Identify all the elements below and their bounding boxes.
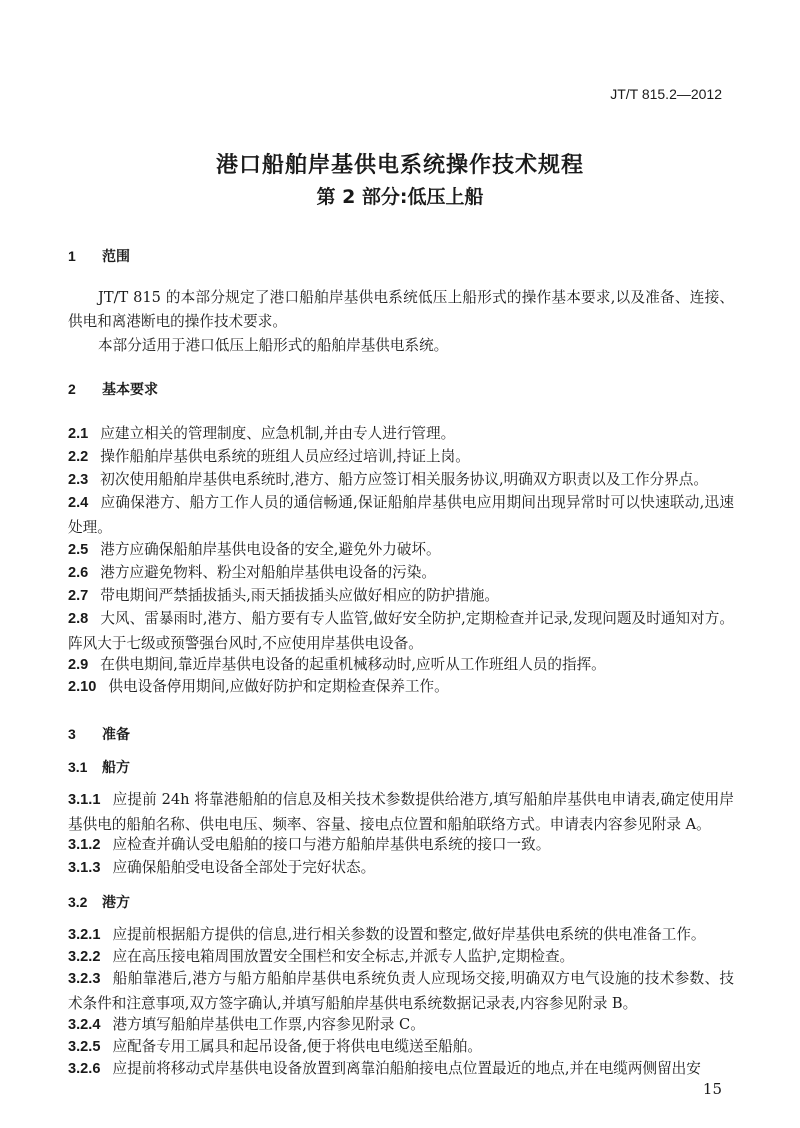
clause-3-2-6 — [68, 1057, 734, 1080]
document-title: 港口船舶岸基供电系统操作技术规程 — [215, 153, 584, 178]
clause-number: 2.7 — [68, 588, 89, 604]
section-title: 船方 — [102, 760, 130, 776]
clause-text: 船舶靠港后,港方与船方船舶岸基供电系统负责人应现场交接,明确双方电气设施的技术参数、技术条件和注意事项,双方签字确认,并填写船舶岸基供电系统数据记录表,内容参见附录 B。 — [68, 970, 734, 1012]
clause-text: 操作船舶岸基供电系统的班组人员应经过培训,持证上岗。 — [100, 448, 470, 465]
clause-text: 应提前根据船方提供的信息,进行相关参数的设置和整定,做好岸基供电系统的供电准备工作。 — [112, 926, 706, 943]
clause-3-2-3 — [68, 967, 734, 1015]
section-title: 准备 — [102, 727, 130, 743]
clause-2-5 — [68, 538, 734, 563]
section-3-2-heading — [68, 892, 130, 912]
clause-text: 初次使用船舶岸基供电系统时,港方、船方应签订相关服务协议,明确双方职责以及工作分界点。 — [100, 471, 708, 488]
document-subtitle: 第 2 部分:低压上船 — [316, 186, 484, 208]
clause-2-10 — [68, 675, 734, 700]
clause-number: 2.3 — [68, 472, 89, 488]
clause-number: 3.1.1 — [68, 792, 101, 808]
section-1-heading — [68, 246, 130, 266]
clause-3-2-2 — [68, 945, 734, 970]
section-title: 基本要求 — [102, 382, 158, 398]
section-title: 港方 — [102, 895, 130, 911]
section-3-1-heading — [68, 757, 130, 777]
clause-number: 2.1 — [68, 426, 89, 442]
clause-text: 应确保船舶受电设备全部处于完好状态。 — [112, 859, 376, 876]
clause-text: 应提前 24h 将靠港船舶的信息及相关技术参数提供给港方,填写船舶岸基供电申请表,确定使用岸基供电的船舶名称、供电电压、频率、容量、接电点位置和船舶联络方式。申请表内容参见附录 A。 — [68, 791, 734, 833]
clause-text: 供电设备停用期间,应做好防护和定期检查保养工作。 — [108, 678, 449, 695]
standard-number: JT/T 815.2—2012 — [610, 86, 722, 102]
section-number: 2 — [68, 381, 76, 397]
section-number: 3.2 — [68, 894, 88, 910]
clause-number: 2.6 — [68, 565, 89, 581]
clause-number: 2.9 — [68, 657, 89, 673]
clause-text: 应提前将移动式岸基供电设备放置到离靠泊船舶接电点位置最近的地点,并在电缆两侧留出安 — [112, 1060, 701, 1077]
clause-text: 应确保港方、船方工作人员的通信畅通,保证船舶岸基供电应用期间出现异常时可以快速联动,迅速处理。 — [68, 494, 734, 536]
clause-number: 2.10 — [68, 679, 97, 695]
scope-paragraph-2: 本部分适用于港口低压上船形式的船舶岸基供电系统。 — [98, 337, 449, 354]
clause-number: 3.2.2 — [68, 949, 101, 965]
clause-text: 港方填写船舶岸基供电工作票,内容参见附录 C。 — [112, 1016, 425, 1033]
clause-text: 港方应避免物料、粉尘对船舶岸基供电设备的污染。 — [100, 564, 436, 581]
clause-2-4 — [68, 491, 734, 539]
clause-number: 2.4 — [68, 495, 89, 511]
clause-number: 3.2.6 — [68, 1061, 101, 1077]
clause-2-9 — [68, 653, 734, 678]
clause-text: 港方应确保船舶岸基供电设备的安全,避免外力破坏。 — [100, 541, 441, 558]
clause-2-2 — [68, 445, 734, 470]
clause-number: 3.2.1 — [68, 927, 101, 943]
clause-2-3 — [68, 468, 734, 493]
clause-3-2-5 — [68, 1035, 734, 1060]
clause-text: 在供电期间,靠近岸基供电设备的起重机械移动时,应听从工作班组人员的指挥。 — [100, 656, 606, 673]
clause-text: 应检查并确认受电船舶的接口与港方船舶岸基供电系统的接口一致。 — [112, 836, 551, 853]
clause-number: 3.2.4 — [68, 1017, 101, 1033]
section-number: 1 — [68, 248, 76, 264]
clause-3-2-1 — [68, 923, 734, 948]
section-2-heading — [68, 379, 158, 399]
section-number: 3 — [68, 726, 76, 742]
clause-text: 带电期间严禁插拔插头,雨天插拔插头应做好相应的防护措施。 — [100, 587, 499, 604]
page-number: 15 — [702, 1080, 722, 1098]
clause-2-1 — [68, 422, 734, 447]
scope-paragraph-1: JT/T 815 的本部分规定了港口船舶岸基供电系统低压上船形式的操作基本要求,以及准备、连接、供电和离港断电的操作技术要求。 — [68, 289, 734, 330]
clause-number: 3.1.3 — [68, 860, 101, 876]
clause-text: 应在高压接电箱周围放置安全围栏和安全标志,并派专人监护,定期检查。 — [112, 948, 575, 965]
clause-3-1-2 — [68, 833, 734, 858]
clause-text: 应配备专用工属具和起吊设备,便于将供电电缆送至船舶。 — [112, 1038, 482, 1055]
clause-number: 3.2.3 — [68, 971, 101, 987]
clause-number: 2.8 — [68, 611, 89, 627]
clause-2-8 — [68, 607, 734, 655]
section-number: 3.1 — [68, 759, 88, 775]
section-3-heading — [68, 724, 130, 744]
clause-3-1-3 — [68, 856, 734, 881]
clause-number: 3.2.5 — [68, 1039, 101, 1055]
clause-number: 2.2 — [68, 449, 89, 465]
clause-3-1-1 — [68, 788, 734, 836]
clause-number: 2.5 — [68, 542, 89, 558]
clause-text: 大风、雷暴雨时,港方、船方要有专人监管,做好安全防护,定期检查并记录,发现问题及时通知对方。阵风大于七级或预警强台风时,不应使用岸基供电设备。 — [68, 610, 734, 652]
section-title: 范围 — [102, 249, 130, 265]
clause-3-2-4 — [68, 1013, 734, 1038]
clause-text: 应建立相关的管理制度、应急机制,并由专人进行管理。 — [100, 425, 456, 442]
clause-2-7 — [68, 584, 734, 609]
clause-number: 3.1.2 — [68, 837, 101, 853]
clause-2-6 — [68, 561, 734, 586]
